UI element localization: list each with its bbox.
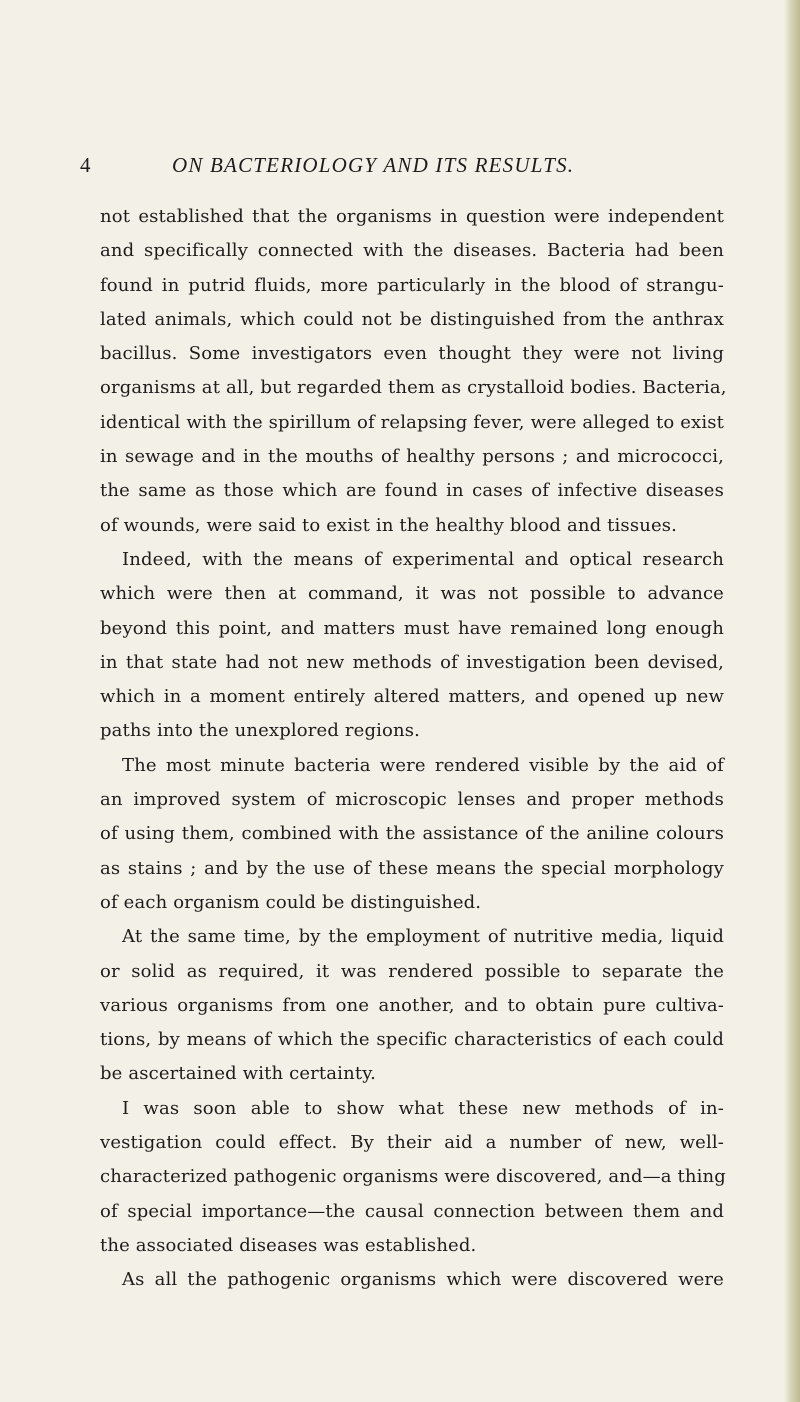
page-edge: [784, 0, 800, 1402]
text-line: which in a moment entirely altered matters, and opened up new: [100, 686, 724, 708]
text-line: or solid as required, it was rendered possible to separate the: [100, 960, 724, 982]
text-line: not established that the organisms in question were independent: [100, 206, 724, 227]
text-line: As all the pathogenic organisms which were discovered were: [122, 1269, 724, 1291]
text-line: Indeed, with the means of experimental and optical research: [122, 548, 724, 570]
text-line: characterized pathogenic organisms were discovered, and—a thing: [100, 1166, 726, 1188]
text-line: an improved system of microscopic lenses and proper methods: [100, 789, 724, 811]
text-line: in sewage and in the mouths of healthy persons ; and micrococci,: [100, 446, 724, 468]
text-line: in that state had not new methods of investigation been devised,: [100, 651, 724, 673]
text-line: the associated diseases was established.: [100, 1234, 477, 1256]
text-line: found in putrid fluids, more particularly in the blood of strangu-: [100, 274, 724, 296]
text-line: various organisms from one another, and to obtain pure cultiva-: [100, 994, 724, 1016]
text-line: which were then at command, it was not possible to advance: [100, 583, 724, 605]
text-line: the same as those which are found in cases of infective diseases: [100, 480, 724, 502]
running-head-title: ON BACTERIOLOGY AND ITS RESULTS.: [172, 153, 575, 177]
text-line: paths into the unexplored regions.: [100, 720, 421, 742]
body-text: [100, 200, 727, 1298]
text-line: of special importance—the causal connection between them and: [100, 1200, 724, 1222]
text-line: and specifically connected with the diseases. Bacteria had been: [100, 240, 724, 262]
page-number: 4: [80, 153, 91, 177]
text-line: beyond this point, and matters must have remained long enough: [100, 617, 724, 639]
text-line: identical with the spirillum of relapsing fever, were alleged to exist: [100, 411, 724, 433]
text-line: The most minute bacteria were rendered visible by the aid of: [122, 754, 724, 776]
text-line: I was soon able to show what these new methods of in-: [122, 1097, 724, 1119]
text-line: tions, by means of which the specific characteristics of each could: [100, 1029, 724, 1051]
text-line: of each organism could be distinguished.: [100, 891, 482, 913]
text-line: organisms at all, but regarded them as crystalloid bodies. Bacteria,: [100, 377, 727, 399]
text-line: be ascertained with certainty.: [100, 1063, 377, 1085]
running-head: [80, 148, 740, 182]
text-line: bacillus. Some investigators even thought they were not living: [100, 343, 724, 365]
text-line: as stains ; and by the use of these means the special morphology: [100, 857, 724, 879]
text-line: lated animals, which could not be distinguished from the anthrax: [100, 308, 724, 330]
text-line: vestigation could effect. By their aid a number of new, well-: [100, 1132, 724, 1154]
text-line: of using them, combined with the assistance of the aniline colours: [100, 823, 724, 845]
text-line: At the same time, by the employment of nutritive media, liquid: [122, 926, 724, 948]
text-line: of wounds, were said to exist in the healthy blood and tissues.: [100, 514, 678, 536]
